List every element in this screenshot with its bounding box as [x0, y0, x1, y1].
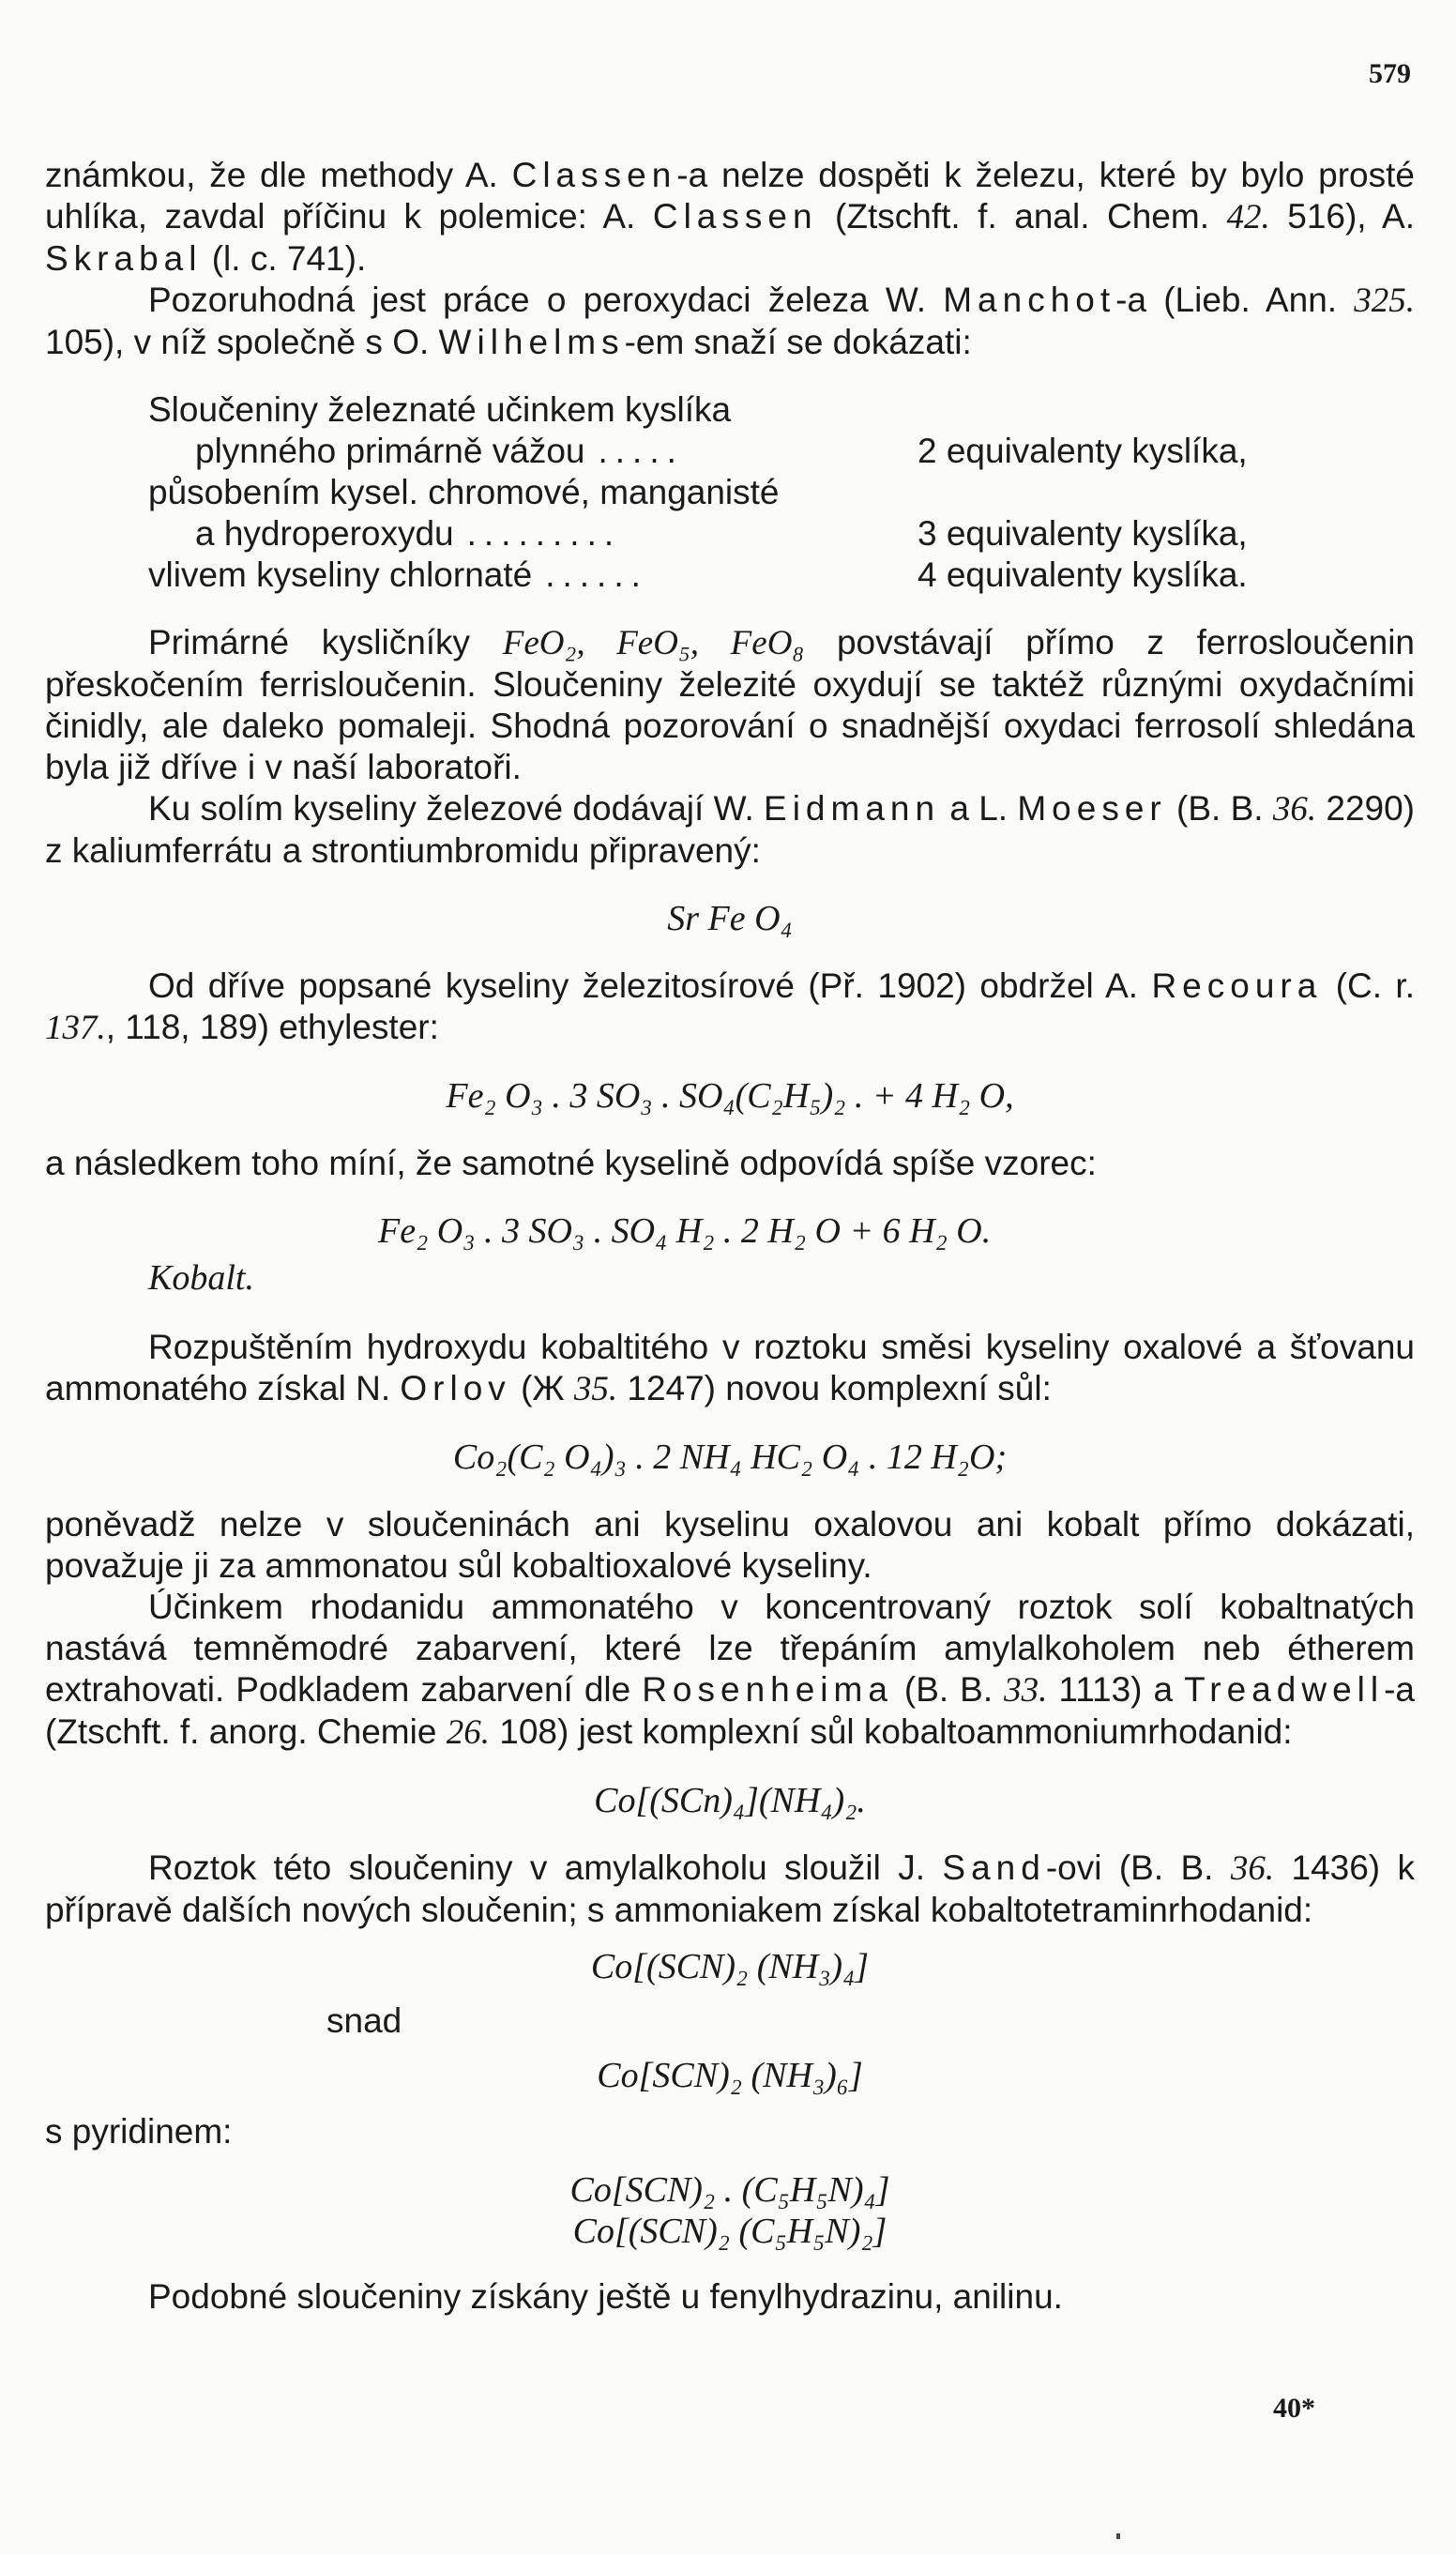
formula: Co[(SCN)₂ (NH₃)₄]	[590, 1947, 870, 1986]
page-number: 579	[1369, 58, 1411, 89]
equivalent-list	[45, 389, 1415, 596]
list-item: a hydroperoxydu ......... 3 equivalenty kyslíka,	[195, 514, 1248, 553]
formula: Co₂(C₂ O₄)₃ . 2 NH₄ HC₂ O₄ . 12 H₂O;	[452, 1437, 1008, 1477]
paragraph: poněvadž nelze v sloučeninách ani kyselinu oxalovou ani kobalt přímo dokázati, považuje ji za ammonatou sůl kobaltioxalové kyseliny.	[45, 1505, 1415, 1585]
paragraph: Od dříve popsané kyseliny železitosírové (Př. 1902) obdržel A. Recoura (C. r. 137., 118, 189) ethylester:	[45, 966, 1415, 1047]
paragraph: Ku solím kyseliny železové dodávají W. Eidmann a L. Moeser (B. B. 36. 2290) z kaliumferrátu a strontiumbromidu připravený:	[45, 789, 1416, 870]
formula: Co[SCN)₂ (NH₃)₆]	[597, 2056, 863, 2095]
paragraph: Rozpuštěním hydroxydu kobaltitého v roztoku směsi kyseliny oxalové a šťovanu ammonatého získal N. Orlov (Ж 35. 1247) novou komplexní sůl:	[45, 1328, 1415, 1408]
paragraph: Účinkem rhodanidu ammonatého v koncentrovaný roztok solí kobaltnatých nastává temněmodré zabarvení, které lze třepáním amylalkoholem neb étherem extrahovati. Podkladem zabarvení dle Rosenheima (B. B. 33. 1113) a Treadwell-a (Ztschft. f. anorg. Chemie 26. 108) jest komplexní sůl kobaltoammoniumrhodanid:	[45, 1588, 1415, 1752]
list-item: vlivem kyseliny chlornaté ...... 4 equivalenty kyslíka.	[148, 555, 1248, 594]
scan-speck	[1116, 2533, 1120, 2539]
paragraph: Pozoruhodná jest práce o peroxydaci železa W. Manchot-a (Lieb. Ann. 325. 105), v níž společně s O. Wilhelms-em snaží se dokázati:	[45, 281, 1415, 361]
connector-text: s pyridinem:	[45, 2112, 233, 2151]
formula: Co[(SCN)₂ (C₅H₅N)₂]	[572, 2212, 887, 2251]
section-heading: Kobalt.	[148, 1258, 254, 1298]
body-text	[45, 155, 1415, 2318]
paragraph: Podobné sloučeniny získány ještě u fenylhydrazinu, anilinu.	[148, 2277, 1063, 2316]
formula: Fe₂ O₃ . 3 SO₃ . SO₄(C₂H₅)₂ . + 4 H₂ O,	[446, 1076, 1014, 1116]
list-item: Sloučeniny železnaté učinkem kyslíka	[148, 390, 732, 429]
signature-mark: 40*	[1273, 2393, 1315, 2424]
formula: Fe₂ O₃ . 3 SO₃ . SO₄ H₂ . 2 H₂ O + 6 H₂ O.	[378, 1211, 992, 1251]
connector-text: snad	[326, 2001, 402, 2040]
list-item: plynného primárně vážou ..... 2 equivalenty kyslíka,	[195, 432, 1248, 470]
paragraph: Roztok této sloučeniny v amylalkoholu sloužil J. Sand-ovi (B. B. 36. 1436) k přípravě dalších nových sloučenin; s ammoniakem získal kobaltotetraminrhodanid:	[45, 1848, 1416, 1929]
paragraph: známkou, že dle methody A. Classen-a nelze dospěti k železu, které by bylo prosté uhlíka, zavdal příčinu k polemice: A. Classen (Ztschft. f. anal. Chem. 42. 516), A. Skrabal (l. c. 741).	[45, 156, 1416, 278]
list-item: působením kysel. chromové, manganisté	[148, 473, 780, 511]
paragraph: a následkem toho míní, že samotné kyselině odpovídá spíše vzorec:	[45, 1144, 1097, 1182]
paragraph: Primárné kysličníky FeO₂, FeO₅, FeO₈ povstávají přímo z ferrosloučenin přeskočením ferrisloučenin. Sloučeniny železité oxydují se taktéž různými oxydačními činidly, ale daleko pomaleji. Shodná pozorování o snadnější oxydaci ferrosolí shledána byla již dříve i v naší laboratoři.	[45, 623, 1415, 786]
formula: Co[SCN)₂ . (C₅H₅N)₄]	[569, 2170, 890, 2210]
formula: Co[(SCn)₄](NH₄)₂.	[594, 1781, 866, 1820]
formula: Sr Fe O₄	[667, 899, 793, 938]
